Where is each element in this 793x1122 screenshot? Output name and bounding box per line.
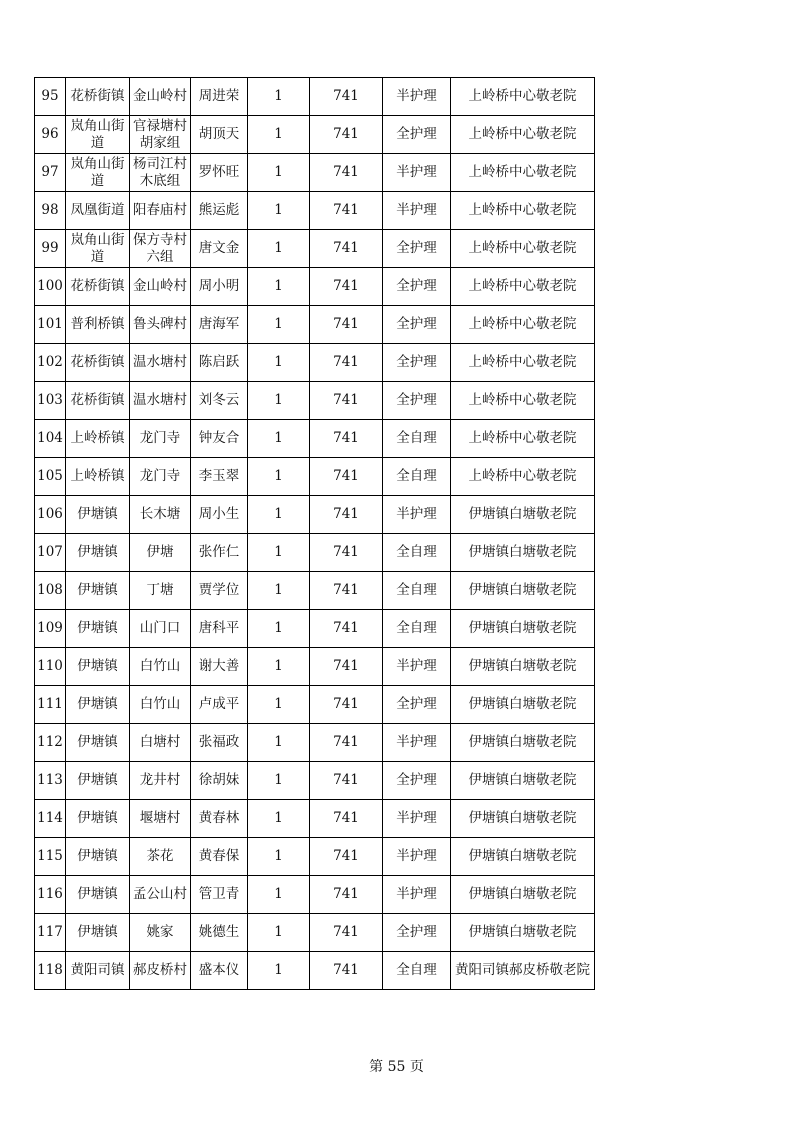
care-level-cell: 全护理	[383, 762, 451, 800]
amount-cell: 741	[310, 648, 383, 686]
township-cell: 岚角山街道	[66, 154, 130, 192]
township-cell: 伊塘镇	[66, 800, 130, 838]
person-name-cell: 盛本仪	[191, 952, 248, 990]
table-row	[35, 952, 595, 990]
nursing-home-cell: 上岭桥中心敬老院	[451, 306, 595, 344]
table-row	[35, 648, 595, 686]
person-name-cell: 唐海军	[191, 306, 248, 344]
amount-cell: 741	[310, 306, 383, 344]
township-cell: 伊塘镇	[66, 572, 130, 610]
row-number-cell: 99	[35, 230, 66, 268]
nursing-home-cell: 上岭桥中心敬老院	[451, 192, 595, 230]
person-name-cell: 贾学位	[191, 572, 248, 610]
care-level-cell: 全护理	[383, 230, 451, 268]
village-cell: 白竹山	[130, 686, 191, 724]
care-level-cell: 全护理	[383, 116, 451, 154]
township-cell: 伊塘镇	[66, 686, 130, 724]
amount-cell: 741	[310, 534, 383, 572]
village-cell: 白塘村	[130, 724, 191, 762]
care-level-cell: 半护理	[383, 648, 451, 686]
amount-cell: 741	[310, 458, 383, 496]
township-cell: 伊塘镇	[66, 496, 130, 534]
row-number-cell: 102	[35, 344, 66, 382]
village-cell: 茶花	[130, 838, 191, 876]
count-cell: 1	[248, 800, 310, 838]
count-cell: 1	[248, 952, 310, 990]
township-cell: 凤凰街道	[66, 192, 130, 230]
row-number-cell: 115	[35, 838, 66, 876]
person-name-cell: 管卫青	[191, 876, 248, 914]
village-cell: 鲁头碑村	[130, 306, 191, 344]
amount-cell: 741	[310, 572, 383, 610]
care-level-cell: 全自理	[383, 610, 451, 648]
count-cell: 1	[248, 154, 310, 192]
table-row	[35, 268, 595, 306]
count-cell: 1	[248, 876, 310, 914]
nursing-home-cell: 黄阳司镇郝皮桥敬老院	[451, 952, 595, 990]
page-number: 第 55 页	[369, 1059, 424, 1075]
nursing-home-cell: 伊塘镇白塘敬老院	[451, 534, 595, 572]
nursing-home-cell: 伊塘镇白塘敬老院	[451, 648, 595, 686]
village-cell: 丁塘	[130, 572, 191, 610]
row-number-cell: 118	[35, 952, 66, 990]
person-name-cell: 谢大善	[191, 648, 248, 686]
nursing-home-cell: 伊塘镇白塘敬老院	[451, 572, 595, 610]
table-row	[35, 116, 595, 154]
nursing-home-cell: 上岭桥中心敬老院	[451, 420, 595, 458]
amount-cell: 741	[310, 838, 383, 876]
amount-cell: 741	[310, 800, 383, 838]
count-cell: 1	[248, 762, 310, 800]
count-cell: 1	[248, 724, 310, 762]
amount-cell: 741	[310, 686, 383, 724]
nursing-home-cell: 上岭桥中心敬老院	[451, 382, 595, 420]
row-number-cell: 103	[35, 382, 66, 420]
table-row	[35, 496, 595, 534]
row-number-cell: 108	[35, 572, 66, 610]
count-cell: 1	[248, 496, 310, 534]
person-name-cell: 姚德生	[191, 914, 248, 952]
nursing-home-cell: 上岭桥中心敬老院	[451, 344, 595, 382]
village-cell: 保方寺村六组	[130, 230, 191, 268]
village-cell: 郝皮桥村	[130, 952, 191, 990]
nursing-home-cell: 上岭桥中心敬老院	[451, 230, 595, 268]
row-number-cell: 107	[35, 534, 66, 572]
township-cell: 伊塘镇	[66, 610, 130, 648]
person-name-cell: 卢成平	[191, 686, 248, 724]
amount-cell: 741	[310, 78, 383, 116]
person-name-cell: 黄春林	[191, 800, 248, 838]
count-cell: 1	[248, 686, 310, 724]
count-cell: 1	[248, 914, 310, 952]
village-cell: 阳春庙村	[130, 192, 191, 230]
township-cell: 上岭桥镇	[66, 420, 130, 458]
care-level-cell: 半护理	[383, 496, 451, 534]
care-level-cell: 全护理	[383, 344, 451, 382]
person-name-cell: 张作仁	[191, 534, 248, 572]
count-cell: 1	[248, 192, 310, 230]
village-cell: 白竹山	[130, 648, 191, 686]
township-cell: 伊塘镇	[66, 914, 130, 952]
township-cell: 花桥街镇	[66, 78, 130, 116]
township-cell: 岚角山街道	[66, 230, 130, 268]
care-level-cell: 全护理	[383, 914, 451, 952]
care-level-cell: 半护理	[383, 192, 451, 230]
village-cell: 杨司江村木底组	[130, 154, 191, 192]
village-cell: 温水塘村	[130, 344, 191, 382]
village-cell: 堰塘村	[130, 800, 191, 838]
count-cell: 1	[248, 268, 310, 306]
person-name-cell: 刘冬云	[191, 382, 248, 420]
table-row	[35, 800, 595, 838]
count-cell: 1	[248, 116, 310, 154]
amount-cell: 741	[310, 420, 383, 458]
row-number-cell: 106	[35, 496, 66, 534]
count-cell: 1	[248, 572, 310, 610]
township-cell: 普利桥镇	[66, 306, 130, 344]
village-cell: 龙门寺	[130, 458, 191, 496]
amount-cell: 741	[310, 268, 383, 306]
table-body	[35, 78, 595, 990]
amount-cell: 741	[310, 762, 383, 800]
village-cell: 姚家	[130, 914, 191, 952]
village-cell: 山门口	[130, 610, 191, 648]
amount-cell: 741	[310, 952, 383, 990]
nursing-home-cell: 伊塘镇白塘敬老院	[451, 610, 595, 648]
care-level-cell: 半护理	[383, 838, 451, 876]
care-level-cell: 全自理	[383, 534, 451, 572]
count-cell: 1	[248, 420, 310, 458]
nursing-home-cell: 伊塘镇白塘敬老院	[451, 838, 595, 876]
row-number-cell: 105	[35, 458, 66, 496]
amount-cell: 741	[310, 496, 383, 534]
person-name-cell: 周小明	[191, 268, 248, 306]
table-row	[35, 762, 595, 800]
nursing-home-cell: 伊塘镇白塘敬老院	[451, 876, 595, 914]
nursing-home-cell: 伊塘镇白塘敬老院	[451, 686, 595, 724]
row-number-cell: 101	[35, 306, 66, 344]
care-level-cell: 半护理	[383, 154, 451, 192]
count-cell: 1	[248, 78, 310, 116]
table-row	[35, 686, 595, 724]
care-level-cell: 全护理	[383, 268, 451, 306]
row-number-cell: 109	[35, 610, 66, 648]
count-cell: 1	[248, 648, 310, 686]
person-name-cell: 罗怀旺	[191, 154, 248, 192]
nursing-home-cell: 上岭桥中心敬老院	[451, 78, 595, 116]
person-name-cell: 唐文金	[191, 230, 248, 268]
care-level-cell: 半护理	[383, 78, 451, 116]
person-name-cell: 李玉翠	[191, 458, 248, 496]
care-level-cell: 全护理	[383, 686, 451, 724]
township-cell: 伊塘镇	[66, 534, 130, 572]
person-name-cell: 徐胡妹	[191, 762, 248, 800]
table-row	[35, 344, 595, 382]
village-cell: 长木塘	[130, 496, 191, 534]
amount-cell: 741	[310, 724, 383, 762]
village-cell: 龙门寺	[130, 420, 191, 458]
row-number-cell: 114	[35, 800, 66, 838]
nursing-home-cell: 伊塘镇白塘敬老院	[451, 762, 595, 800]
person-name-cell: 黄春保	[191, 838, 248, 876]
person-name-cell: 张福政	[191, 724, 248, 762]
amount-cell: 741	[310, 230, 383, 268]
table-row	[35, 420, 595, 458]
care-level-cell: 全自理	[383, 572, 451, 610]
count-cell: 1	[248, 344, 310, 382]
village-cell: 金山岭村	[130, 268, 191, 306]
township-cell: 伊塘镇	[66, 838, 130, 876]
table-row	[35, 914, 595, 952]
row-number-cell: 98	[35, 192, 66, 230]
row-number-cell: 116	[35, 876, 66, 914]
table-row	[35, 610, 595, 648]
nursing-home-cell: 伊塘镇白塘敬老院	[451, 800, 595, 838]
nursing-home-cell: 伊塘镇白塘敬老院	[451, 724, 595, 762]
nursing-home-cell: 伊塘镇白塘敬老院	[451, 496, 595, 534]
count-cell: 1	[248, 382, 310, 420]
count-cell: 1	[248, 306, 310, 344]
township-cell: 黄阳司镇	[66, 952, 130, 990]
nursing-home-cell: 伊塘镇白塘敬老院	[451, 914, 595, 952]
row-number-cell: 112	[35, 724, 66, 762]
table-row	[35, 458, 595, 496]
person-name-cell: 周小生	[191, 496, 248, 534]
care-level-cell: 半护理	[383, 800, 451, 838]
table-row	[35, 534, 595, 572]
amount-cell: 741	[310, 876, 383, 914]
township-cell: 上岭桥镇	[66, 458, 130, 496]
care-level-cell: 全护理	[383, 306, 451, 344]
township-cell: 花桥街镇	[66, 382, 130, 420]
amount-cell: 741	[310, 914, 383, 952]
care-level-cell: 半护理	[383, 724, 451, 762]
care-level-cell: 全护理	[383, 382, 451, 420]
person-name-cell: 胡顶天	[191, 116, 248, 154]
amount-cell: 741	[310, 382, 383, 420]
table-row	[35, 838, 595, 876]
table-row	[35, 572, 595, 610]
township-cell: 伊塘镇	[66, 876, 130, 914]
nursing-home-cell: 上岭桥中心敬老院	[451, 268, 595, 306]
count-cell: 1	[248, 838, 310, 876]
township-cell: 花桥街镇	[66, 268, 130, 306]
nursing-home-cell: 上岭桥中心敬老院	[451, 154, 595, 192]
care-level-cell: 半护理	[383, 876, 451, 914]
table-row	[35, 230, 595, 268]
row-number-cell: 96	[35, 116, 66, 154]
row-number-cell: 100	[35, 268, 66, 306]
township-cell: 花桥街镇	[66, 344, 130, 382]
village-cell: 官禄塘村胡家组	[130, 116, 191, 154]
township-cell: 伊塘镇	[66, 724, 130, 762]
township-cell: 岚角山街道	[66, 116, 130, 154]
row-number-cell: 117	[35, 914, 66, 952]
row-number-cell: 104	[35, 420, 66, 458]
records-table	[34, 77, 595, 990]
count-cell: 1	[248, 610, 310, 648]
table-row	[35, 154, 595, 192]
person-name-cell: 唐科平	[191, 610, 248, 648]
amount-cell: 741	[310, 116, 383, 154]
row-number-cell: 97	[35, 154, 66, 192]
village-cell: 金山岭村	[130, 78, 191, 116]
amount-cell: 741	[310, 610, 383, 648]
village-cell: 温水塘村	[130, 382, 191, 420]
amount-cell: 741	[310, 344, 383, 382]
care-level-cell: 全自理	[383, 458, 451, 496]
village-cell: 龙井村	[130, 762, 191, 800]
count-cell: 1	[248, 230, 310, 268]
row-number-cell: 110	[35, 648, 66, 686]
township-cell: 伊塘镇	[66, 762, 130, 800]
amount-cell: 741	[310, 154, 383, 192]
count-cell: 1	[248, 458, 310, 496]
table-row	[35, 382, 595, 420]
nursing-home-cell: 上岭桥中心敬老院	[451, 116, 595, 154]
person-name-cell: 陈启跃	[191, 344, 248, 382]
table-row	[35, 724, 595, 762]
row-number-cell: 111	[35, 686, 66, 724]
person-name-cell: 熊运彪	[191, 192, 248, 230]
care-level-cell: 全自理	[383, 952, 451, 990]
table-row	[35, 78, 595, 116]
care-level-cell: 全自理	[383, 420, 451, 458]
table-row	[35, 306, 595, 344]
row-number-cell: 95	[35, 78, 66, 116]
township-cell: 伊塘镇	[66, 648, 130, 686]
row-number-cell: 113	[35, 762, 66, 800]
table-row	[35, 876, 595, 914]
amount-cell: 741	[310, 192, 383, 230]
table-row	[35, 192, 595, 230]
count-cell: 1	[248, 534, 310, 572]
person-name-cell: 钟友合	[191, 420, 248, 458]
person-name-cell: 周进荣	[191, 78, 248, 116]
village-cell: 伊塘	[130, 534, 191, 572]
nursing-home-cell: 上岭桥中心敬老院	[451, 458, 595, 496]
village-cell: 孟公山村	[130, 876, 191, 914]
